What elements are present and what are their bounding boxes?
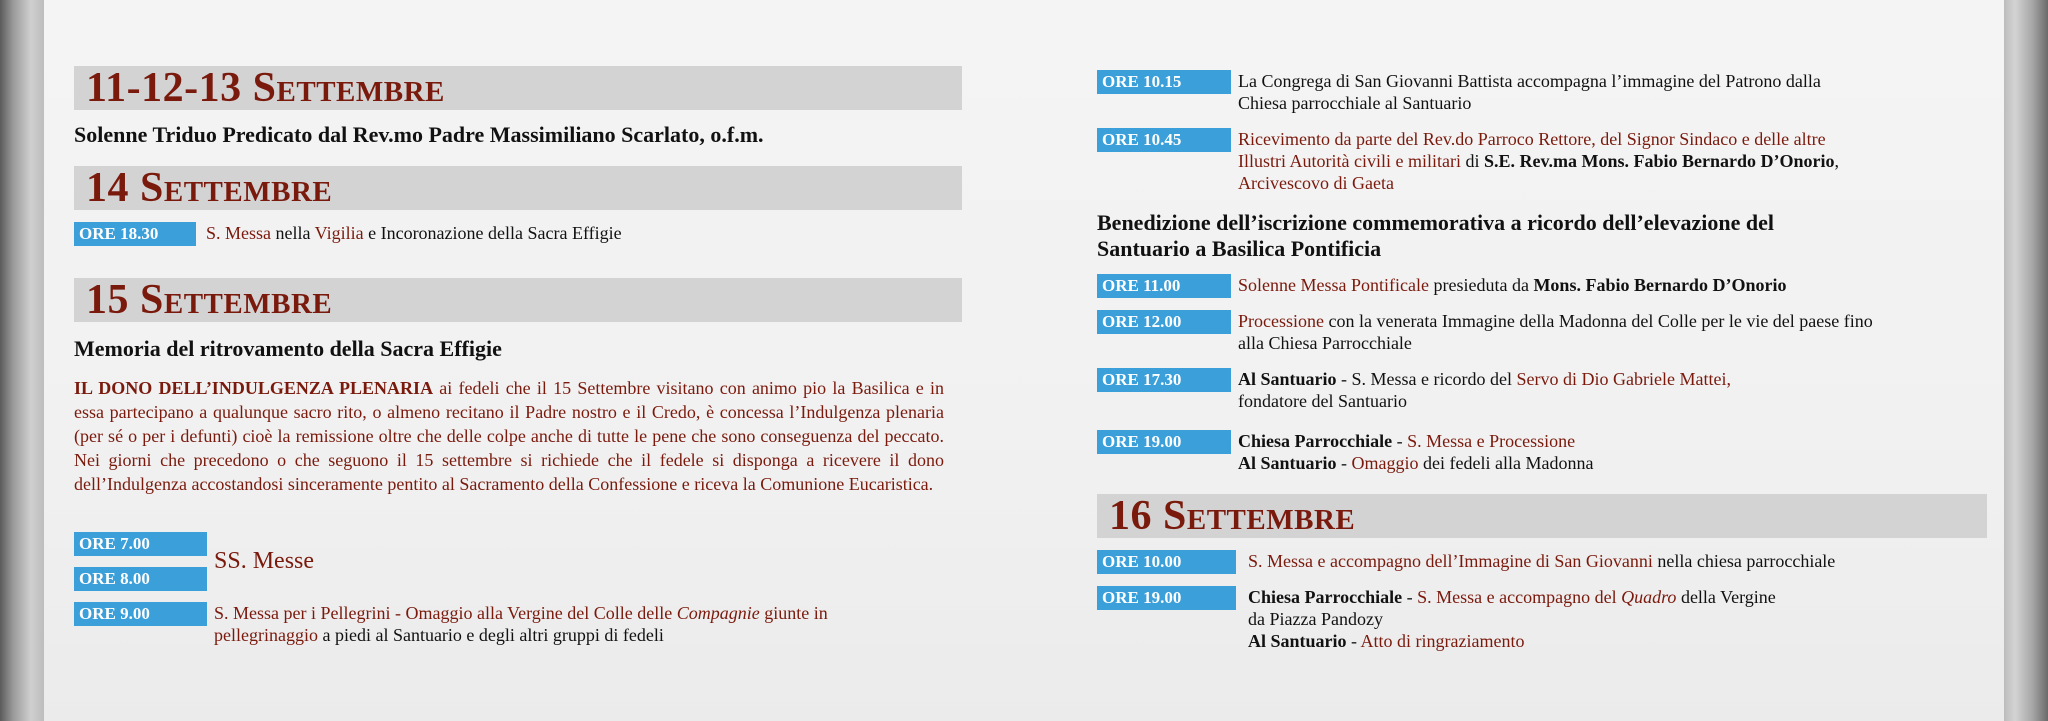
triduo-subtitle: Solenne Triduo Predicato dal Rev.mo Padre Massimiliano Scarlato, o.f.m.: [74, 122, 764, 147]
banner-month: Settembre: [252, 65, 445, 111]
time-badge: ORE 19.00: [1097, 430, 1231, 454]
banner-date: 14: [86, 165, 129, 211]
time-badge: ORE 19.00: [1097, 586, 1236, 610]
banner-date: 16: [1109, 493, 1152, 539]
event-900: [74, 602, 950, 646]
event-1100: [1097, 274, 1977, 298]
event-800: [74, 567, 207, 591]
indulgence-body: ai fedeli che il 15 Settembre visitano con animo pio la Basilica e in essa partecipano a qualunque sacro rito, o almeno recitano il Padre nostro e il Credo, è concessa l’Indulgenza plenaria (per sé o per i defunti) cioè la remissione oltre che delle colpe anche di tutte le pene che sono conseguenza del peccato. Nei giorni che precedono o che seguono il 15 settembre si richiede che il fedele si disponga a ricevere il dono dell’Indulgenza accostandosi sinceramente pentito al Sacramento della Confessione e riceva la Comunione Eucaristica.: [74, 378, 944, 494]
event-1200: [1097, 310, 1977, 354]
indulgence-paragraph: [74, 376, 944, 496]
event-1830: [74, 222, 622, 246]
event-1900-16: [1097, 586, 1977, 652]
event-text: Chiesa Parrocchiale - S. Messa e Processione Al Santuario - Omaggio dei fedeli alla Madonna: [1238, 431, 1594, 473]
event-1015: [1097, 70, 1977, 114]
event-text: S. Messa per i Pellegrini - Omaggio alla Vergine del Colle delle Compagnie giunte in pellegrinaggio a piedi al Santuario e degli altri gruppi di fedeli: [214, 603, 828, 645]
time-badge: ORE 17.30: [1097, 368, 1231, 392]
memoria-subtitle: Memoria del ritrovamento della Sacra Effigie: [74, 336, 502, 361]
event-text: Solenne Messa Pontificale presieduta da Mons. Fabio Bernardo D’Onorio: [1238, 275, 1787, 295]
blessing-subtitle: Benedizione dell’iscrizione commemorativa a ricordo dell’elevazione del Santuario a Basilica Pontificia: [1097, 210, 1774, 261]
event-1045: [1097, 128, 1977, 194]
date-banner-16: [1097, 494, 1987, 538]
event-text: Al Santuario - S. Messa e ricordo del Servo di Dio Gabriele Mattei, fondatore del Santuario: [1238, 369, 1731, 411]
time-badge: ORE 8.00: [74, 567, 207, 591]
date-banner-15: [74, 278, 962, 322]
banner-month: Settembre: [140, 165, 333, 211]
left-border-decoration: [0, 0, 44, 721]
event-1000: [1097, 550, 1977, 574]
banner-date: 11-12-13: [86, 65, 242, 111]
banner-month: Settembre: [140, 277, 333, 323]
event-1900: [1097, 430, 1977, 474]
date-banner-14: [74, 166, 962, 210]
time-badge: ORE 12.00: [1097, 310, 1231, 334]
time-badge: ORE 9.00: [74, 602, 207, 626]
event-text: Chiesa Parrocchiale - S. Messa e accompagno del Quadro della Vergine da Piazza Pandozy Al Santuario - Atto di ringraziamento: [1248, 587, 1776, 651]
banner-month: Settembre: [1163, 493, 1356, 539]
right-border-decoration: [2004, 0, 2048, 721]
time-badge: ORE 18.30: [74, 222, 196, 246]
event-text: S. Messa nella Vigilia e Incoronazione della Sacra Effigie: [206, 223, 622, 243]
banner-date: 15: [86, 277, 129, 323]
time-badge: ORE 11.00: [1097, 274, 1231, 298]
ss-messe-label: SS. Messe: [214, 548, 315, 574]
time-badge: ORE 10.45: [1097, 128, 1231, 152]
time-badge: ORE 7.00: [74, 532, 207, 556]
event-text: La Congrega di San Giovanni Battista accompagna l’immagine del Patrono dalla Chiesa parrocchiale al Santuario: [1238, 71, 1821, 113]
event-text: Processione con la venerata Immagine della Madonna del Colle per le vie del paese fino alla Chiesa Parrocchiale: [1238, 311, 1873, 353]
event-700: [74, 532, 207, 556]
time-badge: ORE 10.00: [1097, 550, 1236, 574]
time-badge: ORE 10.15: [1097, 70, 1231, 94]
event-1730: [1097, 368, 1977, 412]
event-text: S. Messa e accompagno dell’Immagine di San Giovanni nella chiesa parrocchiale: [1248, 551, 1836, 571]
date-banner-11-13: [74, 66, 962, 110]
indulgence-heading: IL DONO DELL’INDULGENZA PLENARIA: [74, 378, 434, 398]
event-text: Ricevimento da parte del Rev.do Parroco Rettore, del Signor Sindaco e delle altre Illustri Autorità civili e militari di S.E. Rev.ma Mons. Fabio Bernardo D’Onorio, Arcivescovo di Gaeta: [1238, 129, 1839, 193]
